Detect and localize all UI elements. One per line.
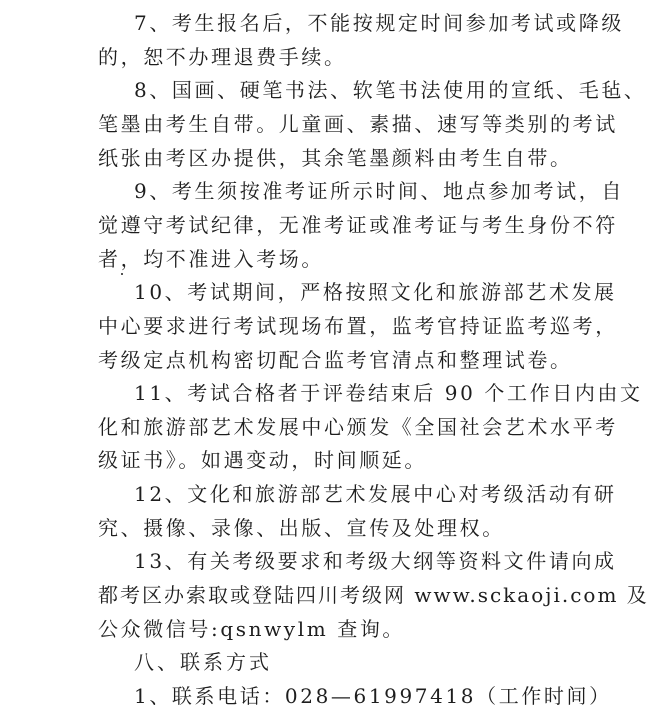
paragraph-11-line-3: 级证书》。如遇变动，时间顺延。 bbox=[98, 448, 427, 472]
scan-speck bbox=[121, 273, 123, 275]
contact-phone-line: 1、联系电话：028—61997418（工作时间） bbox=[134, 684, 612, 708]
paragraph-9-line-1: 9、考生须按准考证所示时间、地点参加考试，自 bbox=[134, 179, 624, 203]
paragraph-10-line-3: 考级定点机构密切配合监考官清点和整理试卷。 bbox=[98, 348, 573, 372]
paragraph-10-line-1: 10、考试期间，严格按照文化和旅游部艺术发展 bbox=[134, 280, 617, 304]
paragraph-12-line-2: 究、摄像、录像、出版、宣传及处理权。 bbox=[98, 516, 505, 540]
paragraph-9-line-2: 觉遵守考试纪律，无准考证或准考证与考生身份不符 bbox=[98, 213, 618, 237]
paragraph-11-line-1: 11、考试合格者于评卷结束后 90 个工作日内由文 bbox=[134, 381, 643, 405]
paragraph-8-line-2: 笔墨由考生自带。儿童画、素描、速写等类别的考试 bbox=[98, 112, 618, 136]
paragraph-10-line-2: 中心要求进行考试现场布置，监考官持证监考巡考， bbox=[98, 314, 618, 338]
paragraph-13-line-3: 公众微信号:qsnwylm 查询。 bbox=[98, 617, 406, 641]
paragraph-13-line-2: 都考区办索取或登陆四川考级网 www.sckaoji.com 及 bbox=[98, 583, 649, 607]
section-heading-contact: 八、联系方式 bbox=[134, 650, 272, 674]
paragraph-8-line-1: 8、国画、硬笔书法、软笔书法使用的宣纸、毛毡、 bbox=[134, 78, 647, 102]
paragraph-7-line-2: 的，恕不办理退费手续。 bbox=[98, 45, 347, 69]
paragraph-11-line-2: 化和旅游部艺术发展中心颁发《全国社会艺术水平考 bbox=[98, 415, 618, 439]
paragraph-13-line-1: 13、有关考级要求和考级大纲等资料文件请向成 bbox=[134, 549, 617, 573]
paragraph-9-line-3: 者，均不准进入考场。 bbox=[98, 247, 324, 271]
paragraph-8-line-3: 纸张由考区办提供，其余笔墨颜料由考生自带。 bbox=[98, 146, 573, 170]
paragraph-12-line-1: 12、文化和旅游部艺术发展中心对考级活动有研 bbox=[134, 482, 617, 506]
paragraph-7-line-1: 7、考生报名后，不能按规定时间参加考试或降级 bbox=[134, 11, 624, 35]
